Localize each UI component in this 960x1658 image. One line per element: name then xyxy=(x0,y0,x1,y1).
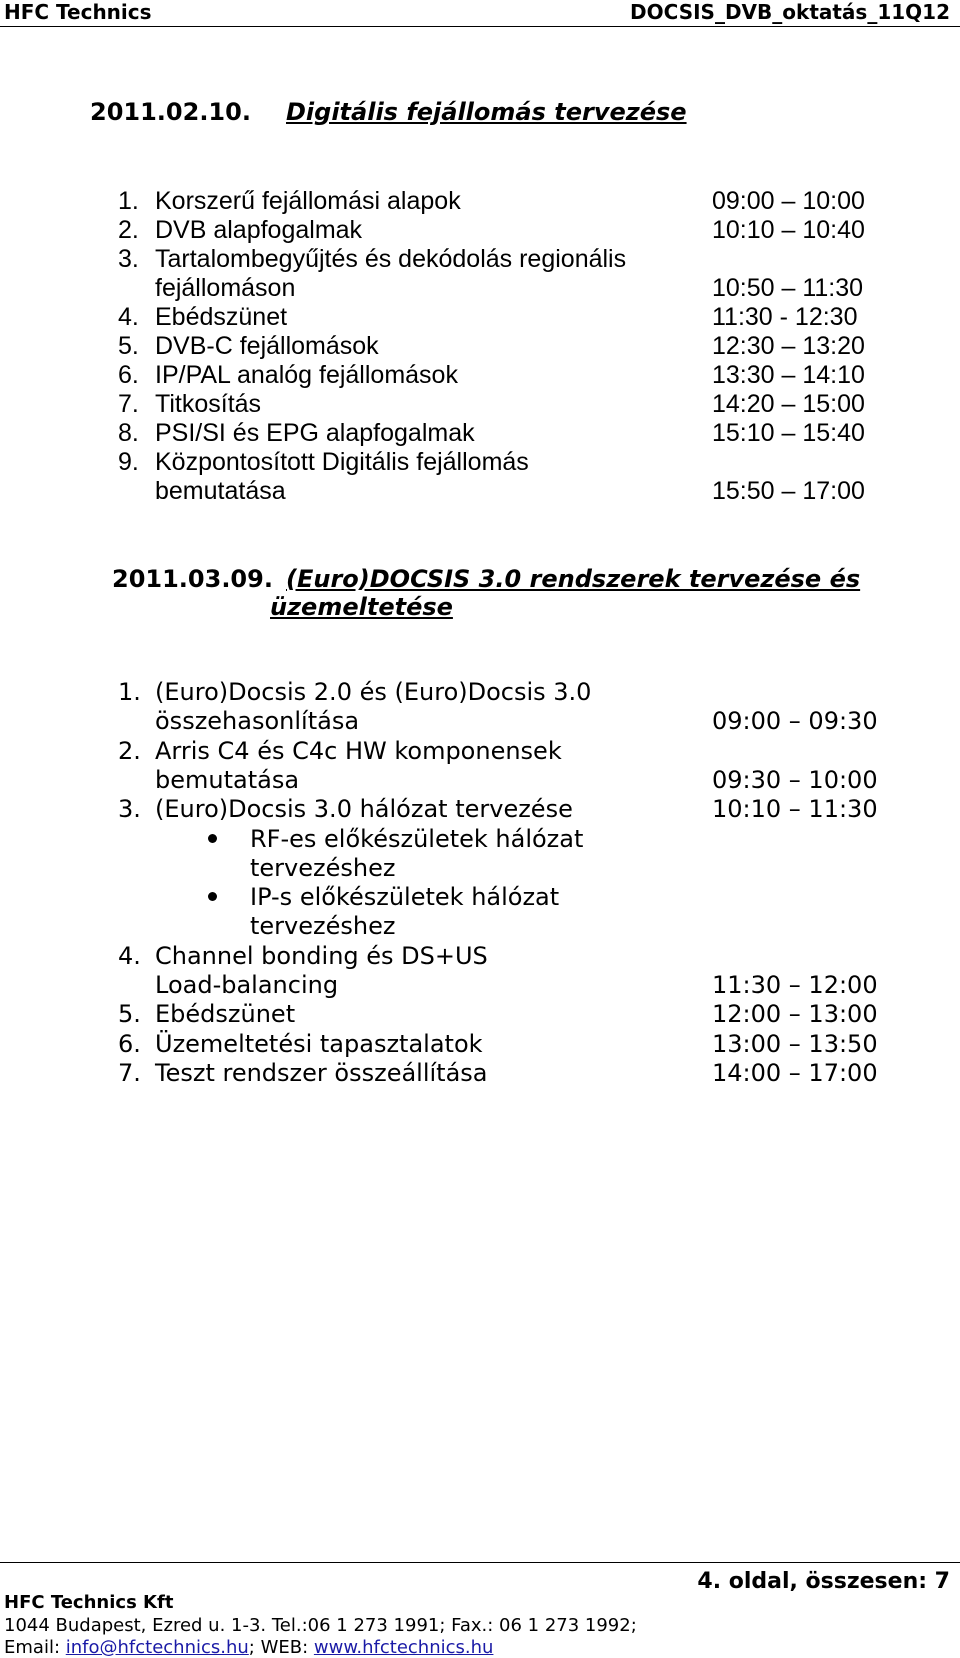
footer-contact xyxy=(4,1637,493,1658)
item-number: 2. xyxy=(118,736,141,765)
item-time: 13:00 – 13:50 xyxy=(712,1029,878,1058)
section2-list-item xyxy=(0,853,960,884)
section1-list-item xyxy=(0,389,960,420)
item-time: 12:00 – 13:00 xyxy=(712,1000,878,1029)
item-time: 10:50 – 11:30 xyxy=(712,274,864,302)
item-number: 6. xyxy=(118,361,139,389)
item-number: 4. xyxy=(118,941,141,970)
item-time: 15:10 – 15:40 xyxy=(712,419,865,447)
section2-title: (Euro)DOCSIS 3.0 rendszerek tervezése és xyxy=(286,565,861,593)
item-text: DVB-C fejállomások xyxy=(155,332,379,360)
item-text: RF-es előkészületek hálózat xyxy=(250,824,584,853)
item-number: 1. xyxy=(118,187,139,215)
item-text: DVB alapfogalmak xyxy=(155,216,363,244)
header-company: HFC Technics xyxy=(4,0,152,24)
item-number: 6. xyxy=(118,1029,141,1058)
item-number: 1. xyxy=(118,678,141,706)
item-text: Tartalombegyűjtés és dekódolás regionális xyxy=(155,245,627,273)
item-time: 13:30 – 14:10 xyxy=(712,361,865,389)
item-text: Ebédszünet xyxy=(155,303,288,331)
section2-list-item xyxy=(0,882,960,913)
footer-company: HFC Technics Kft xyxy=(4,1592,174,1613)
email-label: Email: xyxy=(4,1637,66,1658)
section2-list-item xyxy=(0,706,960,737)
item-text: PSI/SI és EPG alapfogalmak xyxy=(155,419,475,447)
item-text: Arris C4 és C4c HW komponensek xyxy=(155,736,562,765)
item-number: 9. xyxy=(118,448,139,476)
section1-list-item xyxy=(0,331,960,362)
item-number: 8. xyxy=(118,419,139,447)
item-time: 09:00 – 09:30 xyxy=(712,707,878,736)
footer-divider xyxy=(0,1562,960,1563)
item-number: 4. xyxy=(118,303,139,331)
section2-list-item xyxy=(0,736,960,767)
section2-list-item xyxy=(0,1058,960,1089)
item-time: 11:30 – 12:00 xyxy=(712,971,878,999)
page-header xyxy=(0,0,960,28)
item-number: 3. xyxy=(118,795,141,824)
item-number: 2. xyxy=(118,216,139,244)
section1-list-item xyxy=(0,418,960,449)
section1-list-item xyxy=(0,476,960,507)
item-text: összehasonlítása xyxy=(155,707,360,736)
section1-list-item xyxy=(0,244,960,275)
item-time: 14:00 – 17:00 xyxy=(712,1058,878,1087)
item-number: 5. xyxy=(118,1000,141,1029)
item-time: 09:30 – 10:00 xyxy=(712,765,878,794)
item-time: 12:30 – 13:20 xyxy=(712,332,865,360)
item-text: IP-s előkészületek hálózat xyxy=(250,883,560,912)
section1-list-item xyxy=(0,186,960,217)
item-number: 5. xyxy=(118,332,139,360)
item-text: tervezéshez xyxy=(250,853,396,882)
section2-list-item xyxy=(0,824,960,855)
item-text: tervezéshez xyxy=(250,912,396,941)
section2-list-item xyxy=(0,765,960,796)
item-text: bemutatása xyxy=(155,765,300,794)
section1-date: 2011.02.10. xyxy=(90,98,251,126)
section1-title: Digitális fejállomás tervezése xyxy=(286,98,687,126)
section2-list-item xyxy=(0,941,960,972)
section2-list-item xyxy=(0,794,960,825)
item-time: 11:30 - 12:30 xyxy=(712,303,858,331)
item-text: Ebédszünet xyxy=(155,1000,296,1029)
item-text: Load-balancing xyxy=(155,971,339,999)
item-text: fejállomáson xyxy=(155,274,296,302)
web-label: ; WEB: xyxy=(248,1637,314,1658)
item-text: (Euro)Docsis 2.0 és (Euro)Docsis 3.0 xyxy=(155,678,592,706)
footer-address: 1044 Budapest, Ezred u. 1-3. Tel.:06 1 273 1991; Fax.: 06 1 273 1992; xyxy=(4,1615,637,1636)
section2-title-continued: üzemeltetése xyxy=(270,593,453,621)
item-text: bemutatása xyxy=(155,477,286,505)
item-text: Üzemeltetési tapasztalatok xyxy=(155,1029,483,1058)
page-number: 4. oldal, összesen: 7 xyxy=(697,1569,950,1594)
item-time: 14:20 – 15:00 xyxy=(712,390,865,418)
section2-list-item xyxy=(0,999,960,1030)
item-text: Channel bonding és DS+US xyxy=(155,941,488,970)
header-document-code: DOCSIS_DVB_oktatás_11Q12 xyxy=(630,0,950,24)
item-number: 3. xyxy=(118,245,139,273)
item-text: Titkosítás xyxy=(155,390,262,418)
item-number: 7. xyxy=(118,390,139,418)
item-text: Központosított Digitális fejállomás xyxy=(155,448,529,476)
section1-list-item xyxy=(0,273,960,304)
section2-list-item xyxy=(0,1029,960,1060)
web-link[interactable]: www.hfctechnics.hu xyxy=(313,1637,494,1658)
item-text: (Euro)Docsis 3.0 hálózat tervezése xyxy=(155,795,573,824)
item-text: Korszerű fejállomási alapok xyxy=(155,187,461,215)
section1-list-item xyxy=(0,215,960,246)
item-time: 15:50 – 17:00 xyxy=(712,477,865,505)
section1-list-item xyxy=(0,302,960,333)
item-text: Teszt rendszer összeállítása xyxy=(155,1058,488,1087)
section2-list-item xyxy=(0,677,960,708)
section2-list-item xyxy=(0,911,960,942)
section1-list-item xyxy=(0,447,960,478)
header-divider xyxy=(0,26,960,27)
item-time: 10:10 – 10:40 xyxy=(712,216,865,244)
item-time: 09:00 – 10:00 xyxy=(712,187,865,215)
section2-list-item xyxy=(0,970,960,1001)
section1-list-item xyxy=(0,360,960,391)
item-number: 7. xyxy=(118,1058,141,1087)
item-time: 10:10 – 11:30 xyxy=(712,795,878,824)
bullet-icon xyxy=(208,892,217,901)
bullet-icon xyxy=(208,834,217,843)
email-link[interactable]: info@hfctechnics.hu xyxy=(65,1637,249,1658)
item-text: IP/PAL analóg fejállomások xyxy=(155,361,458,389)
section2-date: 2011.03.09. xyxy=(112,565,273,593)
